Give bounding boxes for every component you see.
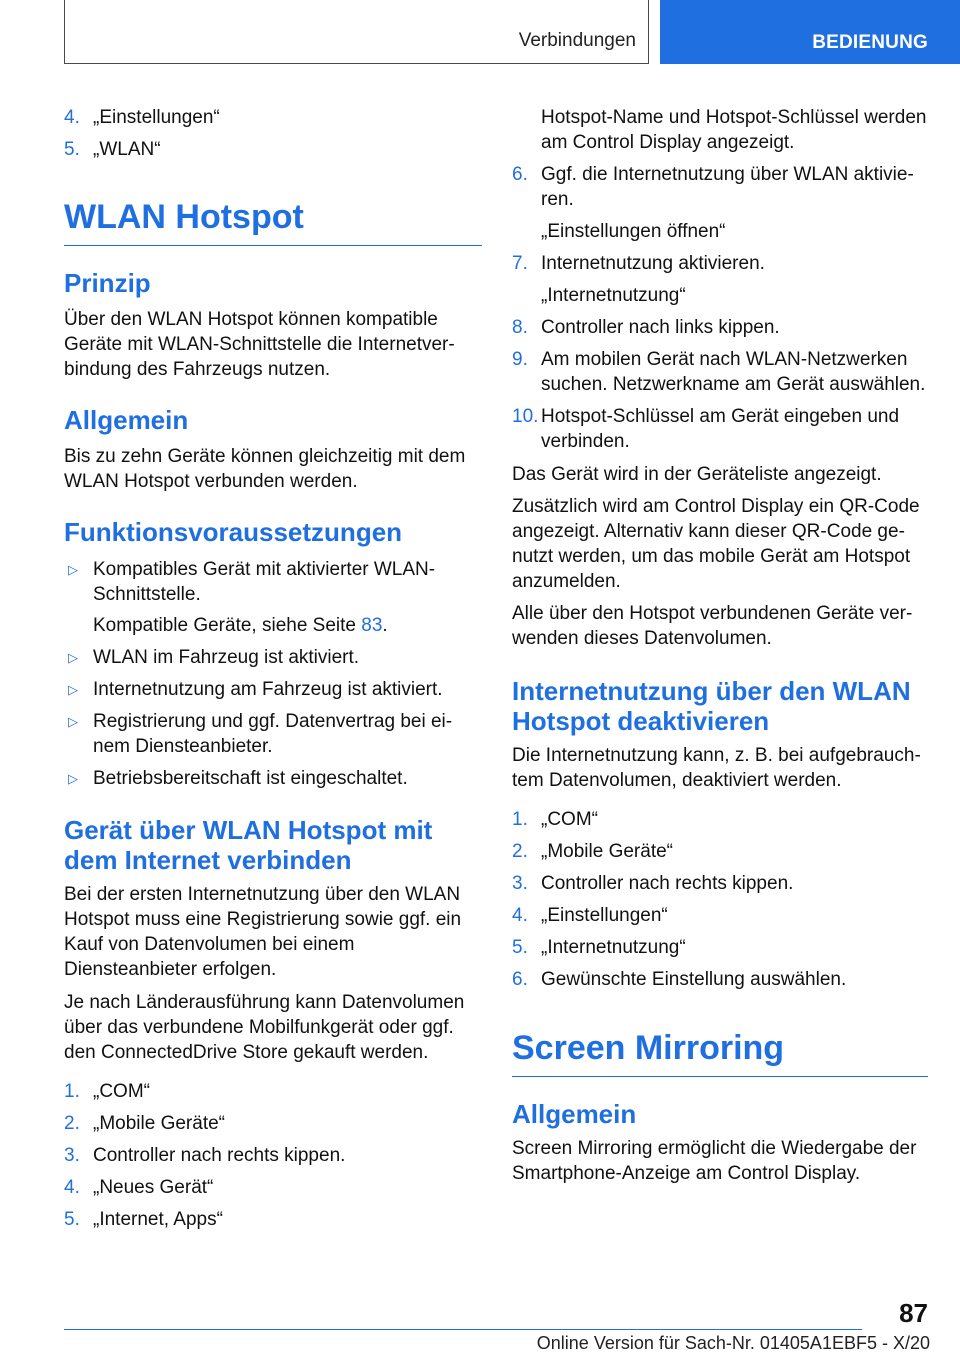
step-number: 7. [512, 253, 528, 274]
step-text: „Einstellungen“ [93, 107, 220, 128]
bullet-text: WLAN im Fahrzeug ist aktiviert. [93, 647, 360, 668]
step-number: 4. [64, 1177, 80, 1198]
step-text: Internetnutzung aktivieren. [541, 253, 765, 274]
list-item [512, 903, 930, 928]
step-text: Gewünschte Einstellung auswählen. [541, 969, 847, 990]
step-number: 9. [512, 349, 528, 370]
heading-wlan-hotspot: WLAN Hotspot [64, 197, 482, 246]
step-text: „Neues Gerät“ [93, 1177, 214, 1198]
bullet-item [64, 557, 482, 607]
triangle-bullet-icon: ▷ [68, 562, 78, 577]
list-item [512, 251, 930, 276]
step-text: „Internet, Apps“ [93, 1209, 223, 1230]
list-item [64, 105, 482, 130]
bullet-item [64, 677, 482, 702]
list-item [512, 935, 930, 960]
list-item [512, 967, 930, 992]
paragraph-geraeteliste: Das Gerät wird in der Geräteliste angezeigt. [512, 464, 882, 485]
heading-screen-mirroring: Screen Mirroring [512, 1028, 928, 1077]
step-continuation: Hotspot-Name und Hotspot-Schlüssel werden am Control Display angezeigt. [541, 107, 927, 153]
list-item [64, 1111, 482, 1136]
step-number: 6. [512, 164, 528, 185]
list-item [64, 137, 482, 162]
header-chapter-tab[interactable]: BEDIENUNG [660, 0, 960, 64]
paragraph-deaktivieren: Die Internetnutzung kann, z. B. bei aufgebrauchtem Datenvolumen, deaktiviert werden. [512, 745, 921, 791]
step-number: 3. [64, 1145, 80, 1166]
list-item [512, 839, 930, 864]
paragraph-geraet-2: Je nach Länderausführung kann Datenvolumen über das verbundene Mobilfunkgerät oder ggf. den ConnectedDrive Store gekauft werden. [64, 992, 465, 1063]
heading-allgemein-screen: Allgemein [512, 1099, 637, 1129]
list-item [512, 347, 930, 397]
paragraph-allgemein: Bis zu zehn Geräte können gleichzeitig mit dem WLAN Hotspot verbunden werden. [64, 446, 466, 492]
list-item [64, 1175, 482, 1200]
footer-online-version: Online Version für Sach-Nr. 01405A1EBF5 - X/20 [536, 1333, 930, 1353]
step-text: „Internetnutzung“ [541, 937, 686, 958]
list-item [512, 404, 930, 454]
step-text: Ggf. die Internetnutzung über WLAN aktivieren. [541, 164, 914, 210]
step-number: 2. [512, 841, 528, 862]
bullet-subtext [64, 613, 482, 638]
step-number: 5. [512, 937, 528, 958]
list-item [512, 315, 930, 340]
heading-geraet-verbinden: Gerät über WLAN Hotspot mit dem Internet verbinden [64, 815, 433, 875]
paragraph-prinzip: Über den WLAN Hotspot können kompatible Geräte mit WLAN-Schnittstelle die Internetverbindung des Fahrzeugs nutzen. [64, 309, 455, 380]
bullet-text: Internetnutzung am Fahrzeug ist aktiviert. [93, 679, 443, 700]
triangle-bullet-icon: ▷ [68, 650, 78, 665]
bullet-subtext-suffix: . [382, 615, 388, 636]
triangle-bullet-icon: ▷ [68, 682, 78, 697]
bullet-text: Betriebsbereitschaft ist eingeschaltet. [93, 768, 408, 789]
step-number: 5. [64, 139, 80, 160]
heading-internet-deaktivieren: Internetnutzung über den WLAN Hotspot deaktivieren [512, 676, 911, 736]
step-number: 1. [512, 809, 528, 830]
list-item [512, 162, 930, 212]
step-text: „WLAN“ [93, 139, 161, 160]
list-item [64, 1143, 482, 1168]
bullet-item [64, 766, 482, 791]
bullet-text: Kompatibles Gerät mit aktivierter WLAN-Schnittstelle. [93, 559, 436, 605]
step-text: „COM“ [93, 1081, 150, 1102]
header-section-title: Verbindungen [518, 30, 636, 51]
bullet-subtext-prefix: Kompatible Geräte, siehe Seite [93, 615, 362, 636]
paragraph-qr-code: Zusätzlich wird am Control Display ein QR-Code angezeigt. Alternativ kann dieser QR-Code genutzt werden, um das mobile Gerät am Hotspot anzumelden. [512, 496, 920, 592]
list-item [512, 871, 930, 896]
step-text: Am mobilen Gerät nach WLAN-Netzwerken suchen. Netzwerkname am Gerät auswählen. [541, 349, 926, 395]
step-subtext: „Internetnutzung“ [541, 285, 686, 306]
step-number: 3. [512, 873, 528, 894]
step-text: Hotspot-Schlüssel am Gerät eingeben und verbinden. [541, 406, 900, 452]
heading-funktionsvoraussetzungen: Funktionsvoraussetzungen [64, 517, 403, 547]
step-subtext: „Einstellungen öffnen“ [541, 221, 726, 242]
step-number: 5. [64, 1209, 80, 1230]
step-number: 6. [512, 969, 528, 990]
step-text: „Mobile Geräte“ [541, 841, 673, 862]
heading-prinzip: Prinzip [64, 268, 151, 298]
page-reference-link[interactable]: 83 [361, 615, 383, 636]
paragraph-screen-mirroring: Screen Mirroring ermöglicht die Wiedergabe der Smartphone-Anzeige am Control Display. [512, 1138, 917, 1184]
bullet-text: Registrierung und ggf. Datenvertrag bei einem Diensteanbieter. [93, 711, 453, 757]
step-number: 4. [512, 905, 528, 926]
paragraph-datenvolumen: Alle über den Hotspot verbundenen Geräte verwenden dieses Datenvolumen. [512, 603, 913, 649]
triangle-bullet-icon: ▷ [68, 771, 78, 786]
step-number: 8. [512, 317, 528, 338]
list-item [64, 1207, 482, 1232]
step-text: „Mobile Geräte“ [93, 1113, 225, 1134]
step-text: „COM“ [541, 809, 598, 830]
step-text: „Einstellungen“ [541, 905, 668, 926]
footer-divider [64, 1329, 862, 1330]
page-number: 87 [899, 1298, 928, 1328]
paragraph-geraet-1: Bei der ersten Internetnutzung über den WLAN Hotspot muss eine Registrierung sowie ggf. ein Kauf von Datenvolumen bei einem Diensteanbieter erfolgen. [64, 884, 462, 980]
step-text: Controller nach links kippen. [541, 317, 780, 338]
bullet-item [64, 709, 482, 759]
step-number: 2. [64, 1113, 80, 1134]
triangle-bullet-icon: ▷ [68, 714, 78, 729]
step-text: Controller nach rechts kippen. [93, 1145, 346, 1166]
step-number: 4. [64, 107, 80, 128]
heading-allgemein: Allgemein [64, 405, 189, 435]
bullet-item [64, 645, 482, 670]
step-number: 10. [512, 406, 539, 427]
list-item [512, 807, 930, 832]
list-item [64, 1079, 482, 1104]
step-text: Controller nach rechts kippen. [541, 873, 794, 894]
step-number: 1. [64, 1081, 80, 1102]
